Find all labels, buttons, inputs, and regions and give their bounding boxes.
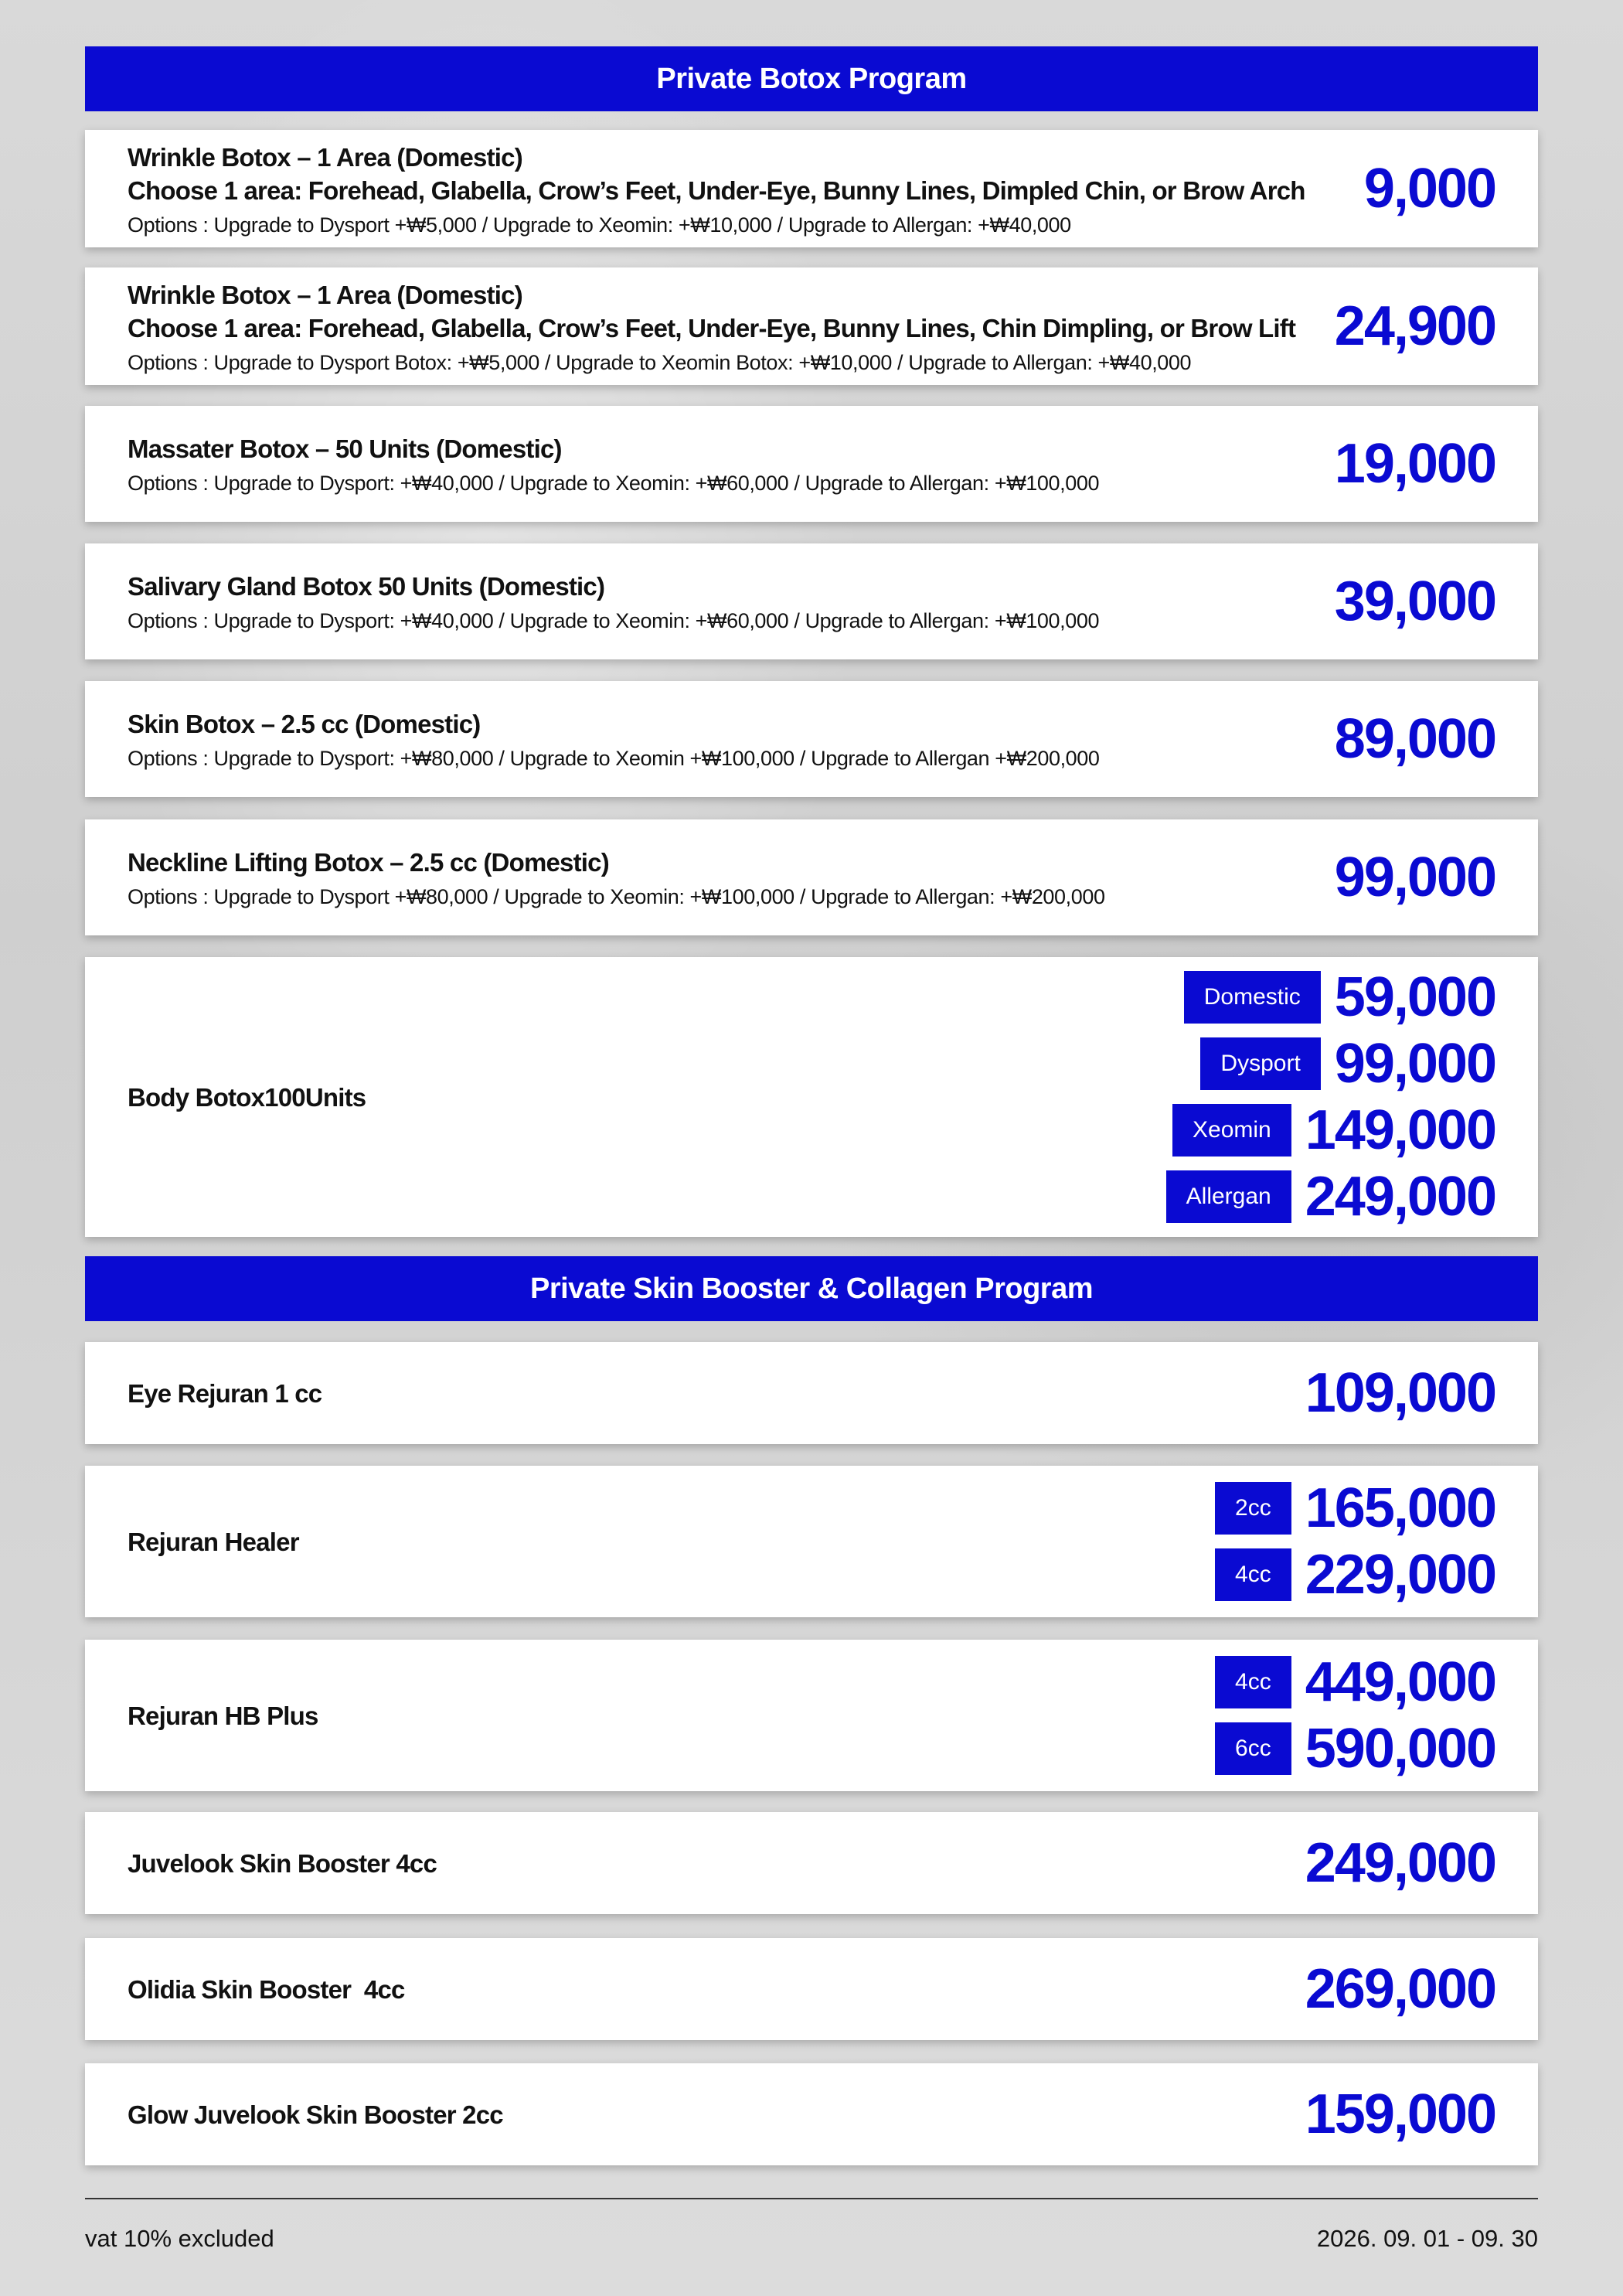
booster-section-title: Private Skin Booster & Collagen Program [529, 1272, 1094, 1305]
item-title: Wrinkle Botox – 1 Area (Domestic) [128, 280, 522, 309]
booster-section-header [85, 1256, 1538, 1321]
tier-tag: 4cc [1215, 1548, 1291, 1601]
item-info [128, 1938, 405, 2040]
item-title: Wrinkle Botox – 1 Area (Domestic) [128, 142, 522, 172]
item-price: 24,900 [1334, 295, 1495, 357]
item-info [128, 1466, 299, 1617]
item-subtitle: Choose 1 area: Forehead, Glabella, Crow’s Feet, Under-Eye, Bunny Lines, Chin Dimpling, or Brow Lift [128, 313, 1296, 342]
tier-row [1215, 1541, 1495, 1608]
item-title: Olidia Skin Booster 4cc [128, 1974, 405, 2004]
item-options: Options : Upgrade to Dysport: +₩40,000 / Upgrade to Xeomin: +₩60,000 / Upgrade to Allergan: +₩100,000 [128, 609, 1100, 632]
item-info [128, 1342, 322, 1444]
item-price: 39,000 [1334, 571, 1495, 632]
tier-price-list [1215, 1466, 1495, 1617]
tier-price: 59,000 [1334, 966, 1495, 1028]
price-card-juvelook [85, 1812, 1538, 1914]
tier-row [1200, 1030, 1495, 1097]
item-options: Options : Upgrade to Dysport +₩80,000 / Upgrade to Xeomin: +₩100,000 / Upgrade to Allergan: +₩200,000 [128, 885, 1105, 908]
item-price: 89,000 [1334, 708, 1495, 770]
tier-price: 229,000 [1305, 1544, 1495, 1606]
tier-price: 590,000 [1305, 1718, 1495, 1780]
item-info [128, 543, 1099, 659]
item-price: 269,000 [1305, 1958, 1495, 2020]
item-title: Neckline Lifting Botox – 2.5 cc (Domestic) [128, 848, 609, 877]
tier-row [1215, 1649, 1495, 1715]
item-price: 19,000 [1334, 433, 1495, 495]
price-card-neckline-botox [85, 819, 1538, 935]
item-info [128, 819, 1105, 935]
price-card-wrinkle-botox-2 [85, 267, 1538, 385]
tier-price: 99,000 [1334, 1033, 1495, 1095]
footer-divider [85, 2198, 1538, 2199]
price-card-body-botox [85, 957, 1538, 1237]
item-price: 249,000 [1305, 1832, 1495, 1894]
item-title: Skin Botox – 2.5 cc (Domestic) [128, 710, 481, 738]
item-info [128, 130, 1305, 247]
item-price: 99,000 [1334, 847, 1495, 908]
item-title: Massater Botox – 50 Units (Domestic) [128, 434, 562, 463]
item-info [128, 267, 1295, 385]
price-card-salivary-botox [85, 543, 1538, 659]
price-card-olidia [85, 1938, 1538, 2040]
tier-tag: 4cc [1215, 1656, 1291, 1708]
item-info [128, 957, 366, 1237]
item-title: Salivary Gland Botox 50 Units (Domestic) [128, 572, 605, 601]
item-title: Glow Juvelook Skin Booster 2cc [128, 2100, 503, 2129]
item-info [128, 681, 1100, 797]
tier-tag: Domestic [1184, 971, 1321, 1024]
tier-row [1166, 1163, 1495, 1230]
botox-section-header [85, 46, 1538, 111]
price-card-masseter-botox [85, 406, 1538, 522]
tier-row [1184, 964, 1495, 1030]
item-info [128, 1640, 318, 1791]
item-options: Options : Upgrade to Dysport Botox: +₩5,000 / Upgrade to Xeomin Botox: +₩10,000 / Upgrade to Allergan: +₩40,000 [128, 350, 1192, 374]
item-title: Rejuran HB Plus [128, 1701, 318, 1730]
item-options: Options : Upgrade to Dysport: +₩40,000 / Upgrade to Xeomin: +₩60,000 / Upgrade to Allergan: +₩100,000 [128, 472, 1100, 495]
tier-price: 249,000 [1305, 1166, 1495, 1228]
price-card-rejuran-hb-plus [85, 1640, 1538, 1791]
tier-tag: 2cc [1215, 1482, 1291, 1535]
tier-tag: 6cc [1215, 1722, 1291, 1775]
tier-tag: Allergan [1166, 1170, 1291, 1223]
item-subtitle: Choose 1 area: Forehead, Glabella, Crow’s Feet, Under-Eye, Bunny Lines, Dimpled Chin, or Brow Arch [128, 175, 1305, 205]
item-price: 109,000 [1305, 1362, 1495, 1424]
tier-row [1215, 1475, 1495, 1541]
botox-section-title: Private Botox Program [656, 62, 967, 95]
item-title: Eye Rejuran 1 cc [128, 1378, 322, 1408]
item-title: Body Botox100Units [128, 1082, 366, 1112]
item-info [128, 406, 1099, 522]
tier-price: 449,000 [1305, 1651, 1495, 1713]
item-options: Options : Upgrade to Dysport: +₩80,000 / Upgrade to Xeomin +₩100,000 / Upgrade to Allergan +₩200,000 [128, 747, 1100, 770]
tier-tag: Dysport [1200, 1037, 1320, 1090]
price-card-eye-rejuran [85, 1342, 1538, 1444]
item-options: Options : Upgrade to Dysport +₩5,000 / Upgrade to Xeomin: +₩10,000 / Upgrade to Allergan: +₩40,000 [128, 213, 1071, 237]
item-info [128, 2063, 503, 2165]
item-info [128, 1812, 437, 1914]
tier-price-list [1215, 1640, 1495, 1791]
price-card-glow-juvelook [85, 2063, 1538, 2165]
tier-price: 165,000 [1305, 1477, 1495, 1539]
item-title: Rejuran Healer [128, 1527, 299, 1556]
promo-period: 2026. 09. 01 - 09. 30 [1316, 2225, 1538, 2252]
tier-tag: Xeomin [1172, 1104, 1291, 1157]
vat-note: vat 10% excluded [85, 2225, 274, 2252]
tier-price: 149,000 [1305, 1099, 1495, 1161]
item-price: 9,000 [1363, 158, 1495, 220]
tier-row [1172, 1097, 1495, 1163]
price-card-rejuran-healer [85, 1466, 1538, 1617]
item-title: Juvelook Skin Booster 4cc [128, 1848, 437, 1878]
tier-row [1215, 1715, 1495, 1782]
item-price: 159,000 [1305, 2083, 1495, 2145]
price-card-skin-botox [85, 681, 1538, 797]
price-card-wrinkle-botox-1 [85, 130, 1538, 247]
tier-price-list [1166, 957, 1495, 1237]
